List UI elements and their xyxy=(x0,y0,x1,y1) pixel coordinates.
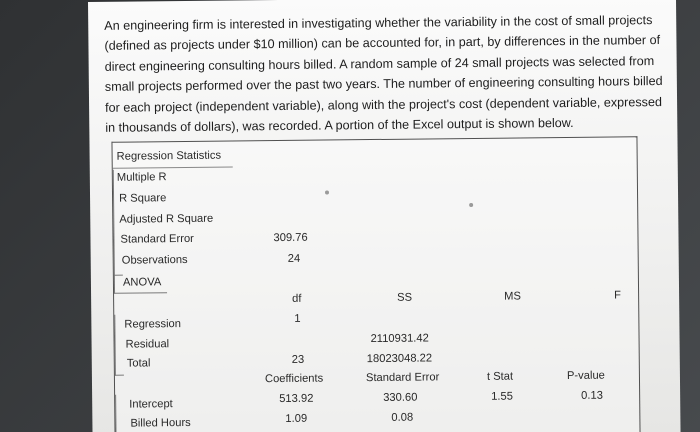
stat-label-observations: Observations xyxy=(121,253,188,267)
coef-row-intercept-t: 1.55 xyxy=(491,390,513,403)
anova-row-regression-df: 1 xyxy=(294,312,301,325)
anova-block-edge xyxy=(114,315,124,376)
problem-line: in thousands of dollars), was recorded. A portion of the Excel output is shown below. xyxy=(105,115,574,135)
anova-col-df: df xyxy=(292,292,302,305)
excel-output-table xyxy=(111,136,640,432)
coef-col-standard-error: Standard Error xyxy=(365,371,440,385)
anova-row-residual-ss: 2110931.42 xyxy=(370,332,429,346)
coef-block-edge xyxy=(115,395,124,432)
anova-row-total-df: 23 xyxy=(291,353,305,366)
stat-value-observations: 24 xyxy=(287,252,301,265)
anova-col-ms: MS xyxy=(504,290,521,303)
anova-col-f: F xyxy=(614,289,622,302)
coef-row-intercept-label: Intercept xyxy=(129,398,173,411)
coef-row-billed-hours-se: 0.08 xyxy=(391,411,414,424)
coef-row-intercept-se: 330.60 xyxy=(383,391,418,404)
coef-row-intercept-coef: 513.92 xyxy=(279,392,314,406)
anova-header-box xyxy=(114,274,167,294)
coef-row-intercept-p: 0.13 xyxy=(581,389,603,402)
header-divider xyxy=(113,166,233,168)
coef-row-billed-hours-label: Billed Hours xyxy=(130,416,191,430)
stat-label-multiple-r: Multiple R xyxy=(116,171,167,184)
stat-value-standard-error: 309.76 xyxy=(273,231,308,245)
coef-col-t-stat: t Stat xyxy=(486,370,514,383)
stat-label-adjusted-r-square: Adjusted R Square xyxy=(119,212,214,226)
anova-row-regression-label: Regression xyxy=(124,318,182,331)
paper-sheet xyxy=(88,0,681,432)
stat-block-edge xyxy=(113,170,123,276)
problem-line: direct engineering consulting hours billed. A random sample of 24 small projects was selected from xyxy=(104,53,655,74)
anova-row-total-ss: 18023048.22 xyxy=(366,352,433,366)
anova-col-ss: SS xyxy=(397,291,413,304)
coef-col-p-value: P-value xyxy=(566,369,605,383)
anova-header: ANOVA xyxy=(122,276,162,289)
problem-statement xyxy=(104,10,663,138)
problem-line: An engineering firm is interested in investigating whether the variability in the cost of small projects xyxy=(104,13,653,33)
coef-row-billed-hours-coef: 1.09 xyxy=(285,412,308,425)
photo-speck xyxy=(325,190,329,194)
anova-row-total-label: Total xyxy=(126,357,151,370)
problem-line: (defined as projects under $10 million) can be accounted for, in part, by differences in the number of xyxy=(104,33,661,54)
stat-label-r-square: R Square xyxy=(118,192,167,205)
problem-line: for each project (independent variable), along with the project's cost (dependent variable, expressed xyxy=(105,94,663,115)
anova-row-residual-label: Residual xyxy=(125,338,170,351)
regression-statistics-header: Regression Statistics xyxy=(116,149,222,163)
coef-col-coefficients: Coefficients xyxy=(264,372,324,386)
stat-label-standard-error: Standard Error xyxy=(120,232,194,246)
problem-line: small projects performed over the past two years. The number of engineering consulting hours billed xyxy=(104,74,663,95)
photo-speck xyxy=(469,203,473,207)
